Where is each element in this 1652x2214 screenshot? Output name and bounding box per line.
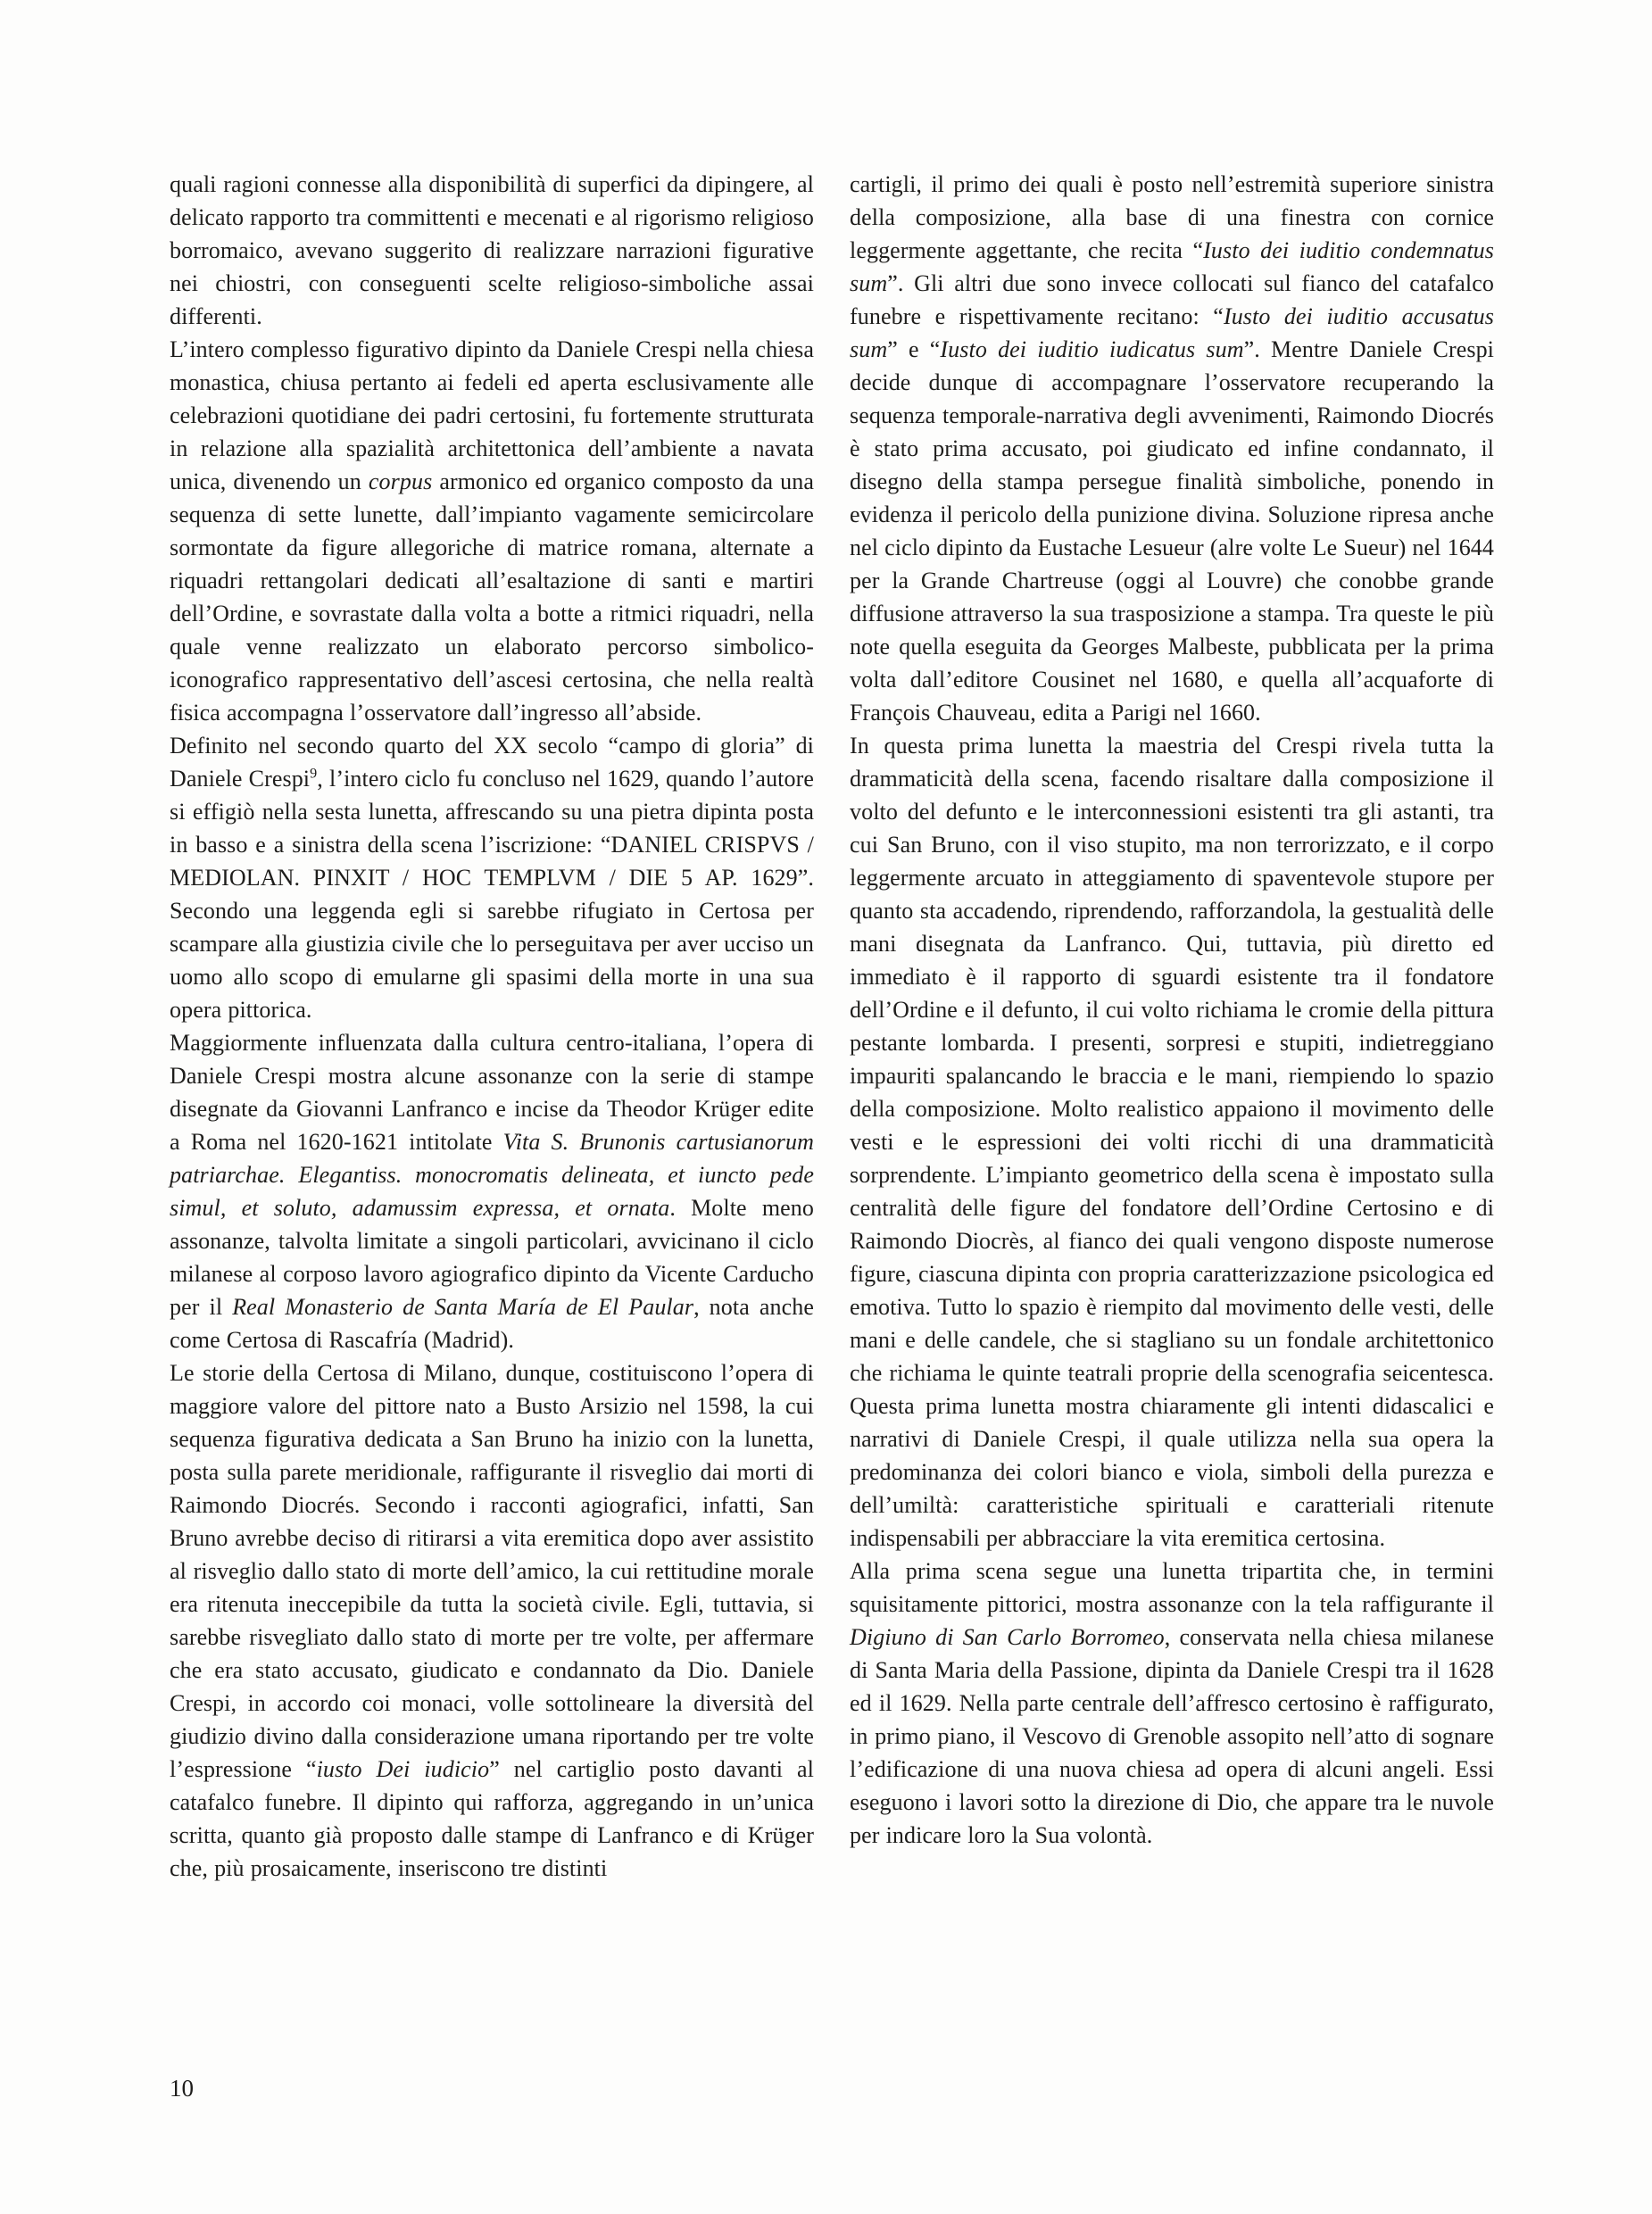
italic-text-run: Digiuno di San Carlo Borromeo bbox=[850, 1624, 1165, 1650]
italic-text-run: corpus bbox=[368, 469, 433, 494]
paragraph bbox=[170, 1356, 814, 1885]
paragraph bbox=[170, 1026, 814, 1356]
footnote-reference: 9 bbox=[310, 766, 318, 782]
paragraph bbox=[850, 168, 1494, 729]
text-run: ”. Gli altri due sono invece collocati sul fianco del catafalco funebre e rispettivamente recitano: “ bbox=[850, 270, 1494, 329]
italic-text-run: Iusto dei iuditio iudicatus sum bbox=[940, 336, 1244, 362]
italic-text-run: Iusto dei iuditio condemnatus sum bbox=[850, 237, 1494, 296]
italic-text-run: iusto Dei iudicio bbox=[316, 1756, 490, 1782]
text-run: ” nel cartiglio posto davanti al catafalco funebre. Il dipinto qui rafforza, aggregando in un’unica scritta, quanto già proposto dalle stampe di Lanfranco e di Krüger che, più prosaicamente, inseriscono tre distinti bbox=[170, 1756, 814, 1881]
text-columns bbox=[170, 168, 1494, 1885]
text-run: quali ragioni connesse alla disponibilità di superfici da dipingere, al delicato rapporto tra committenti e mecenati e al rigorismo religioso borromaico, avevano suggerito di realizzare narrazioni figurative nei chiostri, con conseguenti scelte religioso-simboliche assai differenti. bbox=[170, 171, 814, 329]
text-column-right bbox=[850, 168, 1494, 1885]
page-number: 10 bbox=[170, 2075, 194, 2102]
text-run: Le storie della Certosa di Milano, dunque, costituiscono l’opera di maggiore valore del pittore nato a Busto Arsizio nel 1598, la cui sequenza figurativa dedicata a San Bruno ha inizio con la lunetta, posta sulla parete meridionale, raffigurante il risveglio dai morti di Raimondo Diocrés. Secondo i racconti agiografici, infatti, San Bruno avrebbe deciso di ritirarsi a vita eremitica dopo aver assistito al risveglio dallo stato di morte dell’amico, la cui rettitudine morale era ritenuta ineccepibile da tutta la società civile. Egli, tuttavia, si sarebbe risvegliato dallo stato di morte per tre volte, per affermare che era stato accusato, giudicato e condannato da Dio. Daniele Crespi, in accordo coi monaci, volle sottolineare la diversità del giudizio divino dalla considerazione umana riportando per tre volte l’espressione “ bbox=[170, 1360, 814, 1782]
text-run: , conservata nella chiesa milanese di Santa Maria della Passione, dipinta da Daniele Crespi tra il 1628 ed il 1629. Nella parte centrale dell’affresco certosino è raffigurato, in primo piano, il Vescovo di Grenoble assopito nell’atto di sognare l’edificazione di una nuova chiesa ad opera di alcuni angeli. Essi eseguono i lavori sotto la direzione di Dio, che appare tra le nuvole per indicare loro la Sua volontà. bbox=[850, 1624, 1494, 1848]
text-run: Maggiormente influenzata dalla cultura centro-italiana, l’opera di Daniele Crespi mostra alcune assonanze con la serie di stampe disegnate da Giovanni Lanfranco e incise da Theodor Krüger edite a Roma nel 1620-1621 intitolate bbox=[170, 1030, 814, 1155]
text-run: In questa prima lunetta la maestria del Crespi rivela tutta la drammaticità della scena, facendo risaltare dalla composizione il volto del defunto e le interconnessioni esistenti tra gli astanti, tra cui San Bruno, con il viso stupito, ma non terrorizzato, e il corpo leggermente arcuato in atteggiamento di spaventevole stupore per quanto sta accadendo, riprendendo, rafforzandola, la gestualità delle mani disegnata da Lanfranco. Qui, tuttavia, più diretto ed immediato è il rapporto di sguardi esistente tra il fondatore dell’Ordine e il defunto, il cui volto richiama le cromie della pittura pestante lombarda. I presenti, sorpresi e stupiti, indietreggiano impauriti spalancando le braccia e le mani, riempiendo lo spazio della composizione. Molto realistico appaiono il movimento delle vesti e le espressioni dei volti ricchi di una drammaticità sorprendente. L’impianto geometrico della scena è impostato sulla centralità delle figure del fondatore dell’Ordine Certosino e di Raimondo Diocrès, al fianco dei quali vengono disposte numerose figure, ciascuna dipinta con propria caratterizzazione psicologica ed emotiva. Tutto lo spazio è riempito dal movimento delle vesti, delle mani e delle candele, che si stagliano su un fondale architettonico che richiama le quinte teatrali proprie della scenografia seicentesca. Questa prima lunetta mostra chiaramente gli intenti didascalici e narrativi di Daniele Crespi, il quale utilizza nella sua opera la predominanza dei colori bianco e viola, simboli della purezza e dell’umiltà: caratteristiche spirituali e caratteriali ritenute indispensabili per abbracciare la vita eremitica certosina. bbox=[850, 733, 1494, 1551]
text-run: , l’intero ciclo fu concluso nel 1629, quando l’autore si effigiò nella sesta lunetta, affrescando su una pietra dipinta posta in basso e a sinistra della scena l’iscrizione: “DANIEL CRISPVS / MEDIOLAN. PINXIT / HOC TEMPLVM / DIE 5 AP. 1629”. Secondo una leggenda egli si sarebbe rifugiato in Certosa per scampare alla giustizia civile che lo perseguitava per aver ucciso un uomo allo scopo di emularne gli spasimi della morte in una sua opera pittorica. bbox=[170, 766, 814, 1023]
text-run: ” e “ bbox=[887, 336, 941, 362]
text-column-left bbox=[170, 168, 814, 1885]
italic-text-run: Vita S. Brunonis cartusianorum patriarchae. Elegantiss. monocromatis delineata, et iuncto pede simul, et soluto, adamussim expressa, et ornata bbox=[170, 1129, 814, 1221]
paragraph bbox=[170, 729, 814, 1026]
paragraph bbox=[850, 729, 1494, 1555]
italic-text-run: Iusto dei iuditio accusatus sum bbox=[850, 303, 1495, 362]
text-run: cartigli, il primo dei quali è posto nell’estremità superiore sinistra della composizione, alla base di una finestra con cornice leggermente aggettante, che recita “ bbox=[850, 171, 1494, 263]
text-run: , nota anche come Certosa di Rascafría (Madrid). bbox=[170, 1294, 814, 1353]
text-run: armonico ed organico composto da una sequenza di sette lunette, dall’impianto vagamente semicircolare sormontate da figure allegoriche di matrice romana, alternate a riquadri rettangolari dedicati all’esaltazione di santi e martiri dell’Ordine, e sovrastate dalla volta a botte a ritmici riquadri, nella quale venne realizzato un elaborato percorso simbolico-iconografico rappresentativo dell’ascesi certosina, che nella realtà fisica accompagna l’osservatore dall’ingresso all’abside. bbox=[170, 469, 814, 726]
italic-text-run: Real Monasterio de Santa María de El Paular bbox=[232, 1294, 694, 1320]
text-run: . Molte meno assonanze, talvolta limitate a singoli particolari, avvicinano il ciclo milanese al corposo lavoro agiografico dipinto da Vicente Carducho per il bbox=[170, 1195, 815, 1320]
text-run: ”. Mentre Daniele Crespi decide dunque di accompagnare l’osservatore recuperando la sequenza temporale-narrativa degli avvenimenti, Raimondo Diocrés è stato prima accusato, poi giudicato ed infine condannato, il disegno della stampa persegue finalità simboliche, ponendo in evidenza il pericolo della punizione divina. Soluzione ripresa anche nel ciclo dipinto da Eustache Lesueur (alre volte Le Sueur) nel 1644 per la Grande Chartreuse (oggi al Louvre) che conobbe grande diffusione attraverso la sua trasposizione a stampa. Tra queste le più note quella eseguita da Georges Malbeste, pubblicata per la prima volta dall’editore Cousinet nel 1680, e quella all’acquaforte di François Chauveau, edita a Parigi nel 1660. bbox=[850, 336, 1495, 726]
text-run: Alla prima scena segue una lunetta tripartita che, in termini squisitamente pittorici, mostra assonanze con la tela raffigurante il bbox=[850, 1558, 1494, 1617]
paragraph bbox=[170, 333, 814, 729]
text-run: L’intero complesso figurativo dipinto da Daniele Crespi nella chiesa monastica, chiusa pertanto ai fedeli ed aperta esclusivamente alle celebrazioni quotidiane dei padri certosini, fu fortemente strutturata in relazione alla spazialità architettonica dell’ambiente a navata unica, divenendo un bbox=[170, 336, 814, 494]
paragraph bbox=[850, 1555, 1494, 1852]
paragraph bbox=[170, 168, 814, 333]
text-run: Definito nel secondo quarto del XX secolo “campo di gloria” di Daniele Crespi bbox=[170, 733, 814, 792]
